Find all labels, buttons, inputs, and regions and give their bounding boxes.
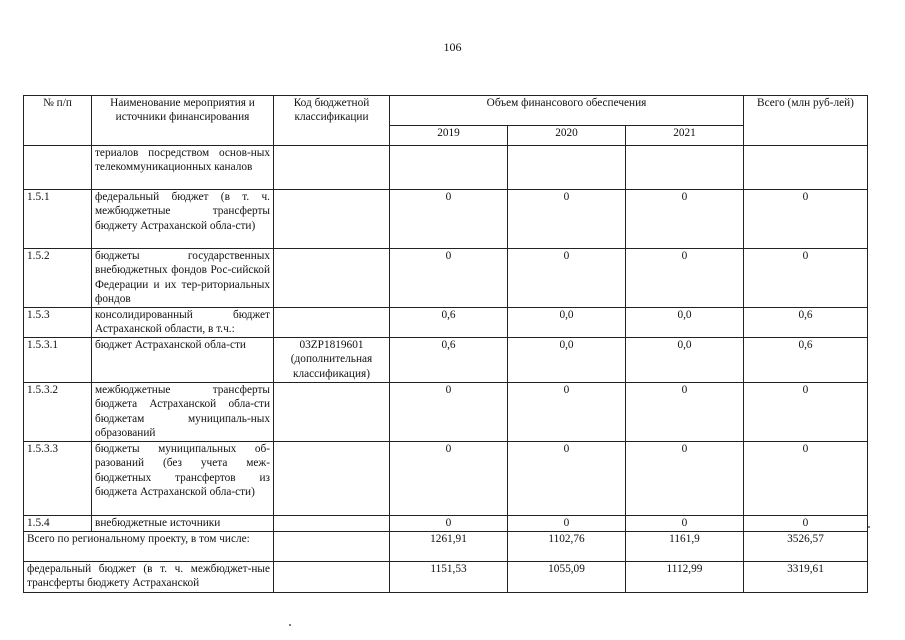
budget-table [23,95,868,593]
row-name: бюджеты муниципальных об-разований (без учета меж-бюджетных трансфертов из бюджета Астраханской обла-сти) [92,442,274,516]
row-budget-code [274,190,390,249]
row-value-total: 0,6 [744,308,868,338]
row-number: 1.5.1 [24,190,92,249]
row-number: 1.5.3.3 [24,442,92,516]
row-value-total: 0 [744,442,868,516]
row-budget-code [274,146,390,190]
row-value-2019: 0 [390,516,508,532]
total-value-total: 3319,61 [744,562,868,593]
header-year-2019: 2019 [390,126,508,146]
row-value-2021: 0 [626,190,744,249]
row-budget-code: 03ZP1819601 (дополнительная классификация) [274,338,390,383]
row-number: 1.5.3.2 [24,383,92,442]
row-value-2020: 0 [508,442,626,516]
total-value-2019: 1261,91 [390,532,508,562]
table-row [24,338,868,383]
total-row [24,532,868,562]
header-year-2021: 2021 [626,126,744,146]
row-budget-code [274,516,390,532]
row-value-2020 [508,146,626,190]
total-value-2021: 1161,9 [626,532,744,562]
row-number: 1.5.4 [24,516,92,532]
table-row [24,516,868,532]
row-value-2021: 0 [626,249,744,308]
total-value-2020: 1102,76 [508,532,626,562]
table-body [24,146,868,593]
row-budget-code [274,383,390,442]
header-code: Код бюджетной классификации [274,96,390,146]
row-name: федеральный бюджет (в т. ч. межбюджетные трансферты бюджету Астраханской обла-сти) [92,190,274,249]
header-total: Всего (млн руб-лей) [744,96,868,146]
total-row [24,562,868,593]
table-row [24,190,868,249]
row-value-total: 0 [744,190,868,249]
table-row [24,249,868,308]
header-year-2020: 2020 [508,126,626,146]
table-row [24,383,868,442]
row-value-2020: 0 [508,190,626,249]
row-value-2019: 0,6 [390,338,508,383]
row-value-2020: 0 [508,516,626,532]
row-value-2019 [390,146,508,190]
row-value-2021 [626,146,744,190]
row-number [24,146,92,190]
row-value-total: 0 [744,249,868,308]
table-row [24,442,868,516]
row-number: 1.5.3 [24,308,92,338]
row-name: бюджет Астраханской обла-сти [92,338,274,383]
row-budget-code [274,249,390,308]
page-number: 106 [443,40,462,54]
total-value-2021: 1112,99 [626,562,744,593]
row-value-2021: 0 [626,442,744,516]
total-budget-code [274,532,390,562]
row-number: 1.5.2 [24,249,92,308]
row-value-2020: 0,0 [508,338,626,383]
table-row [24,146,868,190]
row-value-2019: 0 [390,249,508,308]
row-value-2021: 0 [626,383,744,442]
scan-speck [289,624,291,626]
row-value-2019: 0 [390,442,508,516]
row-name: бюджеты государственных внебюджетных фондов Рос-сийской Федерации и их тер-риториальных фондов [92,249,274,308]
total-value-2019: 1151,53 [390,562,508,593]
total-value-2020: 1055,09 [508,562,626,593]
row-name: консолидированный бюджет Астраханской области, в т.ч.: [92,308,274,338]
row-number: 1.5.3.1 [24,338,92,383]
row-value-total: 0,6 [744,338,868,383]
row-value-total: 0 [744,383,868,442]
total-label: федеральный бюджет (в т. ч. межбюджет-ные трансферты бюджету Астраханской [24,562,274,593]
row-name: териалов посредством основ-ных телекоммуникационных каналов [92,146,274,190]
row-value-2019: 0 [390,190,508,249]
row-name: внебюджетные источники [92,516,274,532]
header-volume: Объем финансового обеспечения [390,96,744,126]
table-row [24,308,868,338]
row-value-2020: 0,0 [508,308,626,338]
row-value-2020: 0 [508,383,626,442]
row-name: межбюджетные трансферты бюджета Астраханской обла-сти бюджетам муниципаль-ных образований [92,383,274,442]
row-value-total: 0 [744,516,868,532]
row-value-2021: 0,0 [626,338,744,383]
row-value-2021: 0 [626,516,744,532]
total-label: Всего по региональному проекту, в том числе: [24,532,274,562]
row-value-2019: 0,6 [390,308,508,338]
scan-speck [868,526,870,528]
header-num: № п/п [24,96,92,146]
header-name: Наименование мероприятия и источники финансирования [92,96,274,146]
total-value-total: 3526,57 [744,532,868,562]
row-value-total [744,146,868,190]
row-value-2020: 0 [508,249,626,308]
total-budget-code [274,562,390,593]
row-value-2021: 0,0 [626,308,744,338]
row-budget-code [274,442,390,516]
row-value-2019: 0 [390,383,508,442]
row-budget-code [274,308,390,338]
table-header [24,96,868,146]
